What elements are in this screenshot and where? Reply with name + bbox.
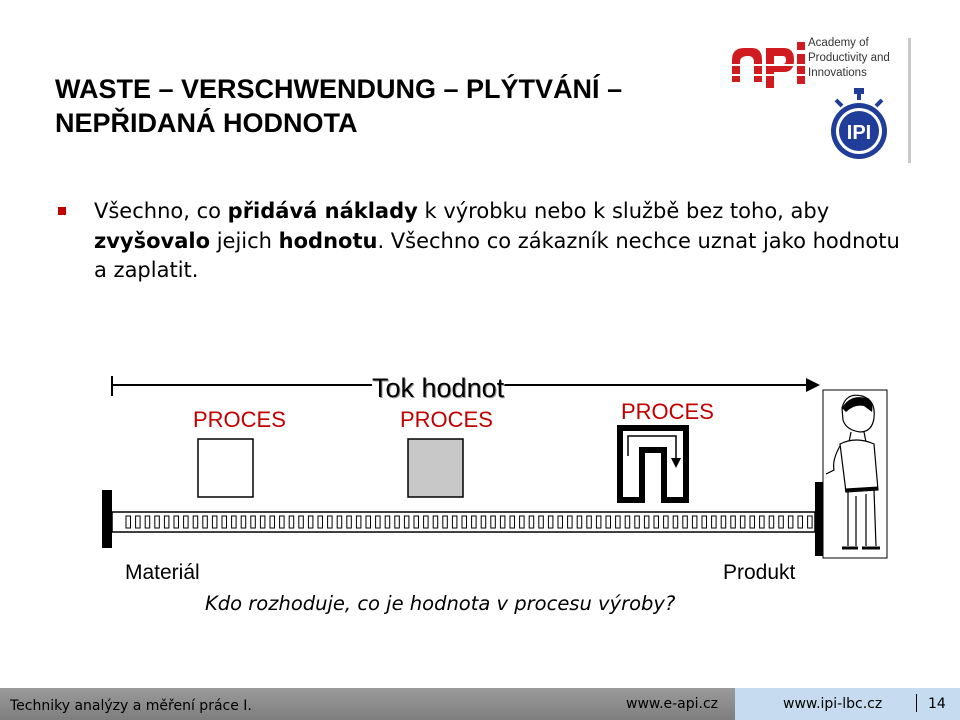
conveyor-roller [212,516,217,528]
text-part-2: k výrobku nebo k službě bez toho, aby [417,199,830,223]
conveyor-roller [491,516,496,528]
conveyor-roller [164,516,169,528]
conveyor-roller [616,516,621,528]
text-part-1: Všechno, co [94,199,228,223]
logo-text [808,36,890,81]
conveyor-roller [232,516,237,528]
text-part-3: jejich [210,228,279,253]
conveyor-roller [472,516,477,528]
product-label: Produkt [723,561,796,584]
link-e-api[interactable]: www.e-api.cz [626,696,719,712]
customer-figure-icon [823,390,887,558]
conveyor-roller [376,516,381,528]
conveyor-roller [366,516,371,528]
conveyor-roller [241,516,246,528]
footer-right-bar [735,688,960,720]
bullet-marker-icon [58,207,66,215]
conveyor-roller [356,516,361,528]
emphasis-adds-costs: přidává náklady [227,199,418,223]
conveyor-roller [222,516,227,528]
link-ipi-lbc[interactable]: www.ipi-lbc.cz [783,696,883,712]
conveyor-roller [577,516,582,528]
conveyor-roller [260,516,265,528]
slide-footer [0,688,960,720]
value-stream-label: Tok hodnot [372,373,505,403]
conveyor-roller [510,516,515,528]
conveyor-roller [174,516,179,528]
conveyor-roller [520,516,525,528]
conveyor-roller [529,516,534,528]
conveyor-roller [395,516,400,528]
conveyor-roller [750,516,755,528]
course-name: Techniky analýzy a měření práce I. [10,698,252,714]
flow-arrow-head [806,378,820,392]
footer-separator [916,694,917,712]
conveyor-roller [126,516,131,528]
footer-left-bar [0,688,570,720]
conveyor-roller [270,516,275,528]
conveyor-roller [308,516,313,528]
stopwatch-icon [828,86,890,162]
conveyor-roller [683,516,688,528]
conveyor-roller [808,516,813,528]
conveyor-roller [155,516,160,528]
conveyor-roller [289,516,294,528]
conveyor-roller [184,516,189,528]
process-2-label: PROCES [400,407,493,432]
conveyor-roller [788,516,793,528]
conveyor-roller [587,516,592,528]
question-text: Kdo rozhoduje, co je hodnota v procesu výroby? [205,592,676,615]
conveyor-roller [702,516,707,528]
process-1-label: PROCES [193,407,286,432]
conveyor-roller [433,516,438,528]
conveyor-roller [500,516,505,528]
conveyor-roller [798,516,803,528]
conveyor-roller [414,516,419,528]
title-line-2: NEPŘIDANÁ HODNOTA [55,108,358,138]
conveyor-roller [644,516,649,528]
conveyor-roller [740,516,745,528]
api-logo [728,30,928,170]
conveyor-roller [347,516,352,528]
conveyor-roller [443,516,448,528]
conveyor-roller [251,516,256,528]
bullet-paragraph [58,197,918,286]
conveyor-left-post [102,490,112,548]
conveyor-roller [462,516,467,528]
title-line-1: WASTE – VERSCHWENDUNG – PLÝTVÁNÍ – [55,74,623,104]
api-logo-icon [728,38,808,90]
conveyor-roller [280,516,285,528]
conveyor-roller [606,516,611,528]
conveyor-roller [712,516,717,528]
text-part-4: . Všechno co zákazník nechce uznat jako hodnotu a zaplatit. [94,228,900,282]
page-number: 14 [928,696,946,712]
conveyor-roller [424,516,429,528]
process-3-label: PROCES [621,399,714,424]
conveyor-roller [673,516,678,528]
footer-mid-bar [570,688,735,720]
rework-loop-icon [620,428,686,500]
emphasis-value: hodnotu [278,228,378,253]
conveyor-roller [299,516,304,528]
conveyor-roller [654,516,659,528]
emblem-text: IPI [846,122,872,144]
conveyor-roller [558,516,563,528]
conveyor-roller [664,516,669,528]
conveyor-roller [635,516,640,528]
conveyor-roller [203,516,208,528]
conveyor-roller [452,516,457,528]
conveyor-roller [596,516,601,528]
conveyor-roller [136,516,141,528]
slide-title [55,72,755,140]
emphasis-increase: zvyšovalo [94,228,211,253]
conveyor-roller [692,516,697,528]
conveyor-roller [769,516,774,528]
logo-divider [908,38,911,163]
conveyor-roller [760,516,765,528]
conveyor-roller [337,516,342,528]
conveyor-roller [625,516,630,528]
conveyor-roller [404,516,409,528]
material-label: Materiál [125,561,200,584]
conveyor-roller [328,516,333,528]
conveyor-roller [731,516,736,528]
conveyor-roller [539,516,544,528]
conveyor-roller [568,516,573,528]
logo-text-line-3: Innovations [808,67,867,79]
conveyor-roller [318,516,323,528]
conveyor-roller [548,516,553,528]
conveyor-roller [779,516,784,528]
process-1-box [198,439,253,497]
process-2-box [408,439,463,497]
bullet-text [94,197,918,286]
conveyor-roller [721,516,726,528]
conveyor-roller [385,516,390,528]
conveyor-roller [145,516,150,528]
conveyor-roller [193,516,198,528]
logo-text-line-1: Academy of [808,37,869,49]
logo-text-line-2: Productivity and [808,52,890,64]
conveyor-roller [481,516,486,528]
